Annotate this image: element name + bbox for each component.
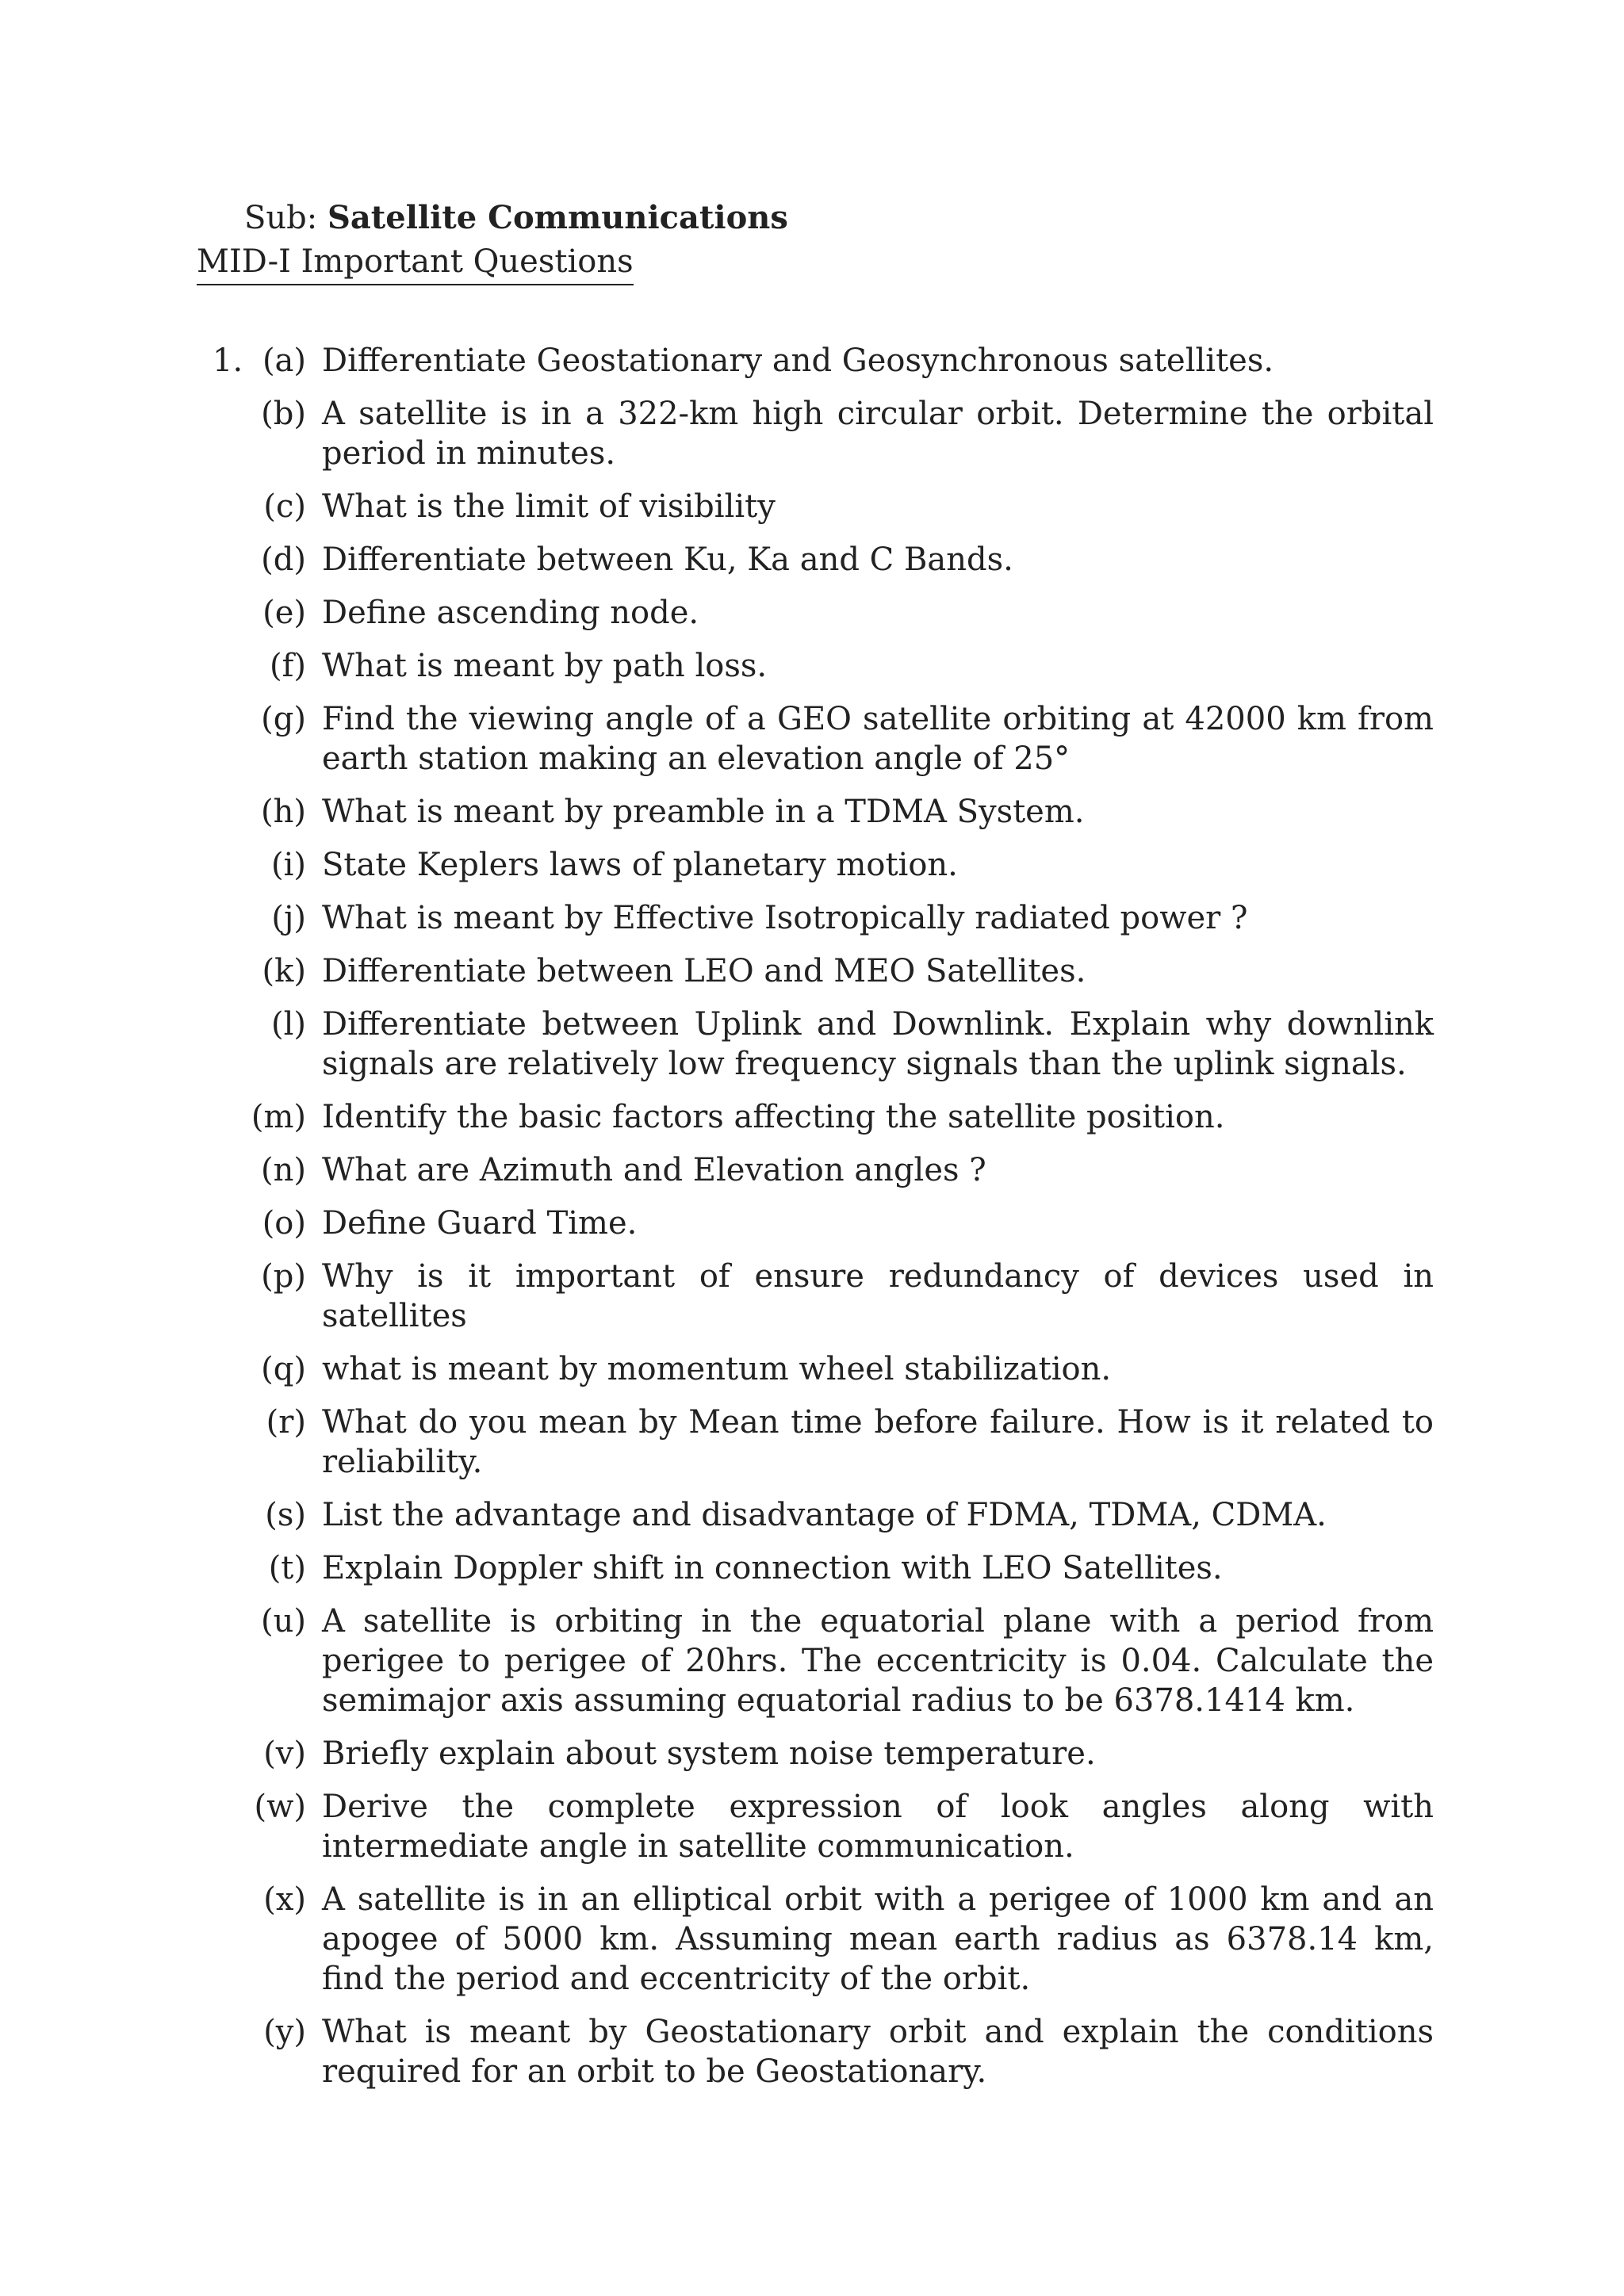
question-item [197, 1495, 1434, 1535]
question-text: What is meant by Effective Isotropically radiated power ? [322, 900, 1248, 936]
subject-title: Satellite Communications [327, 199, 788, 236]
question-text: Differentiate between Uplink and Downlink. Explain why downlink signals are relatively low frequency signals than the uplink signals. [322, 1006, 1434, 1082]
question-label: (a) [262, 342, 306, 379]
question-text: What do you mean by Mean time before failure. How is it related to reliability. [322, 1404, 1434, 1480]
question-label: (h) [261, 794, 306, 830]
question-text: What are Azimuth and Elevation angles ? [322, 1152, 986, 1188]
question-label: (l) [270, 1006, 306, 1043]
question-text: Identify the basic factors affecting the satellite position. [322, 1099, 1225, 1135]
question-item [197, 1349, 1434, 1389]
question-label: (j) [271, 900, 306, 936]
question-text: Derive the complete expression of look angles along with intermediate angle in satellite communication. [322, 1789, 1434, 1865]
question-label: (y) [263, 2014, 306, 2050]
question-label: (e) [262, 595, 306, 631]
question-text: A satellite is in a 322-km high circular orbit. Determine the orbital period in minutes. [322, 396, 1434, 472]
question-item [197, 792, 1434, 832]
question-text: Briefly explain about system noise temperature. [322, 1735, 1096, 1772]
question-label: (c) [263, 488, 306, 525]
question-label: (p) [261, 1258, 306, 1295]
question-item [197, 1257, 1434, 1336]
question-label: (o) [262, 1205, 306, 1242]
document-header [197, 195, 990, 285]
question-item [197, 1734, 1434, 1774]
question-item [197, 1097, 1434, 1137]
question-item [197, 1150, 1434, 1190]
question-item [197, 540, 1434, 580]
question-label: (k) [262, 953, 306, 989]
question-item [197, 1548, 1434, 1588]
question-label: (t) [268, 1550, 306, 1586]
question-label: (w) [254, 1789, 306, 1825]
question-label: (q) [261, 1351, 306, 1387]
question-item [197, 341, 1434, 381]
question-text: Find the viewing angle of a GEO satellite orbiting at 42000 km from earth station making an elevation angle of 25° [322, 701, 1434, 777]
question-label: (v) [263, 1735, 306, 1772]
question-text: Define ascending node. [322, 595, 699, 631]
exam-title: MID-I Important Questions [197, 241, 634, 285]
question-text: State Keplers laws of planetary motion. [322, 847, 958, 883]
question-item [197, 1402, 1434, 1482]
question-text: Why is it important of ensure redundancy of devices used in satellites [322, 1258, 1434, 1334]
question-item [197, 898, 1434, 938]
subject-prefix: Sub: [244, 200, 318, 236]
question-text: A satellite is in an elliptical orbit with a perigee of 1000 km and an apogee of 5000 km. Assuming mean earth radius as 6378.14 km, find the period and eccentricity of the orbit. [322, 1881, 1434, 1997]
question-text: What is meant by preamble in a TDMA System. [322, 794, 1085, 830]
subject-line [197, 195, 990, 241]
question-item [197, 699, 1434, 779]
question-text: Differentiate Geostationary and Geosynchronous satellites. [322, 342, 1274, 379]
question-item [197, 646, 1434, 686]
question-label: (b) [261, 396, 306, 432]
question-text: List the advantage and disadvantage of FDMA, TDMA, CDMA. [322, 1497, 1327, 1533]
question-label: (x) [263, 1881, 306, 1918]
question-text: What is the limit of visibility [322, 488, 776, 525]
question-label: (m) [251, 1099, 306, 1135]
question-item [197, 951, 1434, 991]
question-label: (g) [261, 701, 306, 737]
question-item [197, 1880, 1434, 1999]
question-text: what is meant by momentum wheel stabilization. [322, 1351, 1112, 1387]
question-label: (d) [261, 541, 306, 578]
question-item [197, 1601, 1434, 1720]
question-item [197, 1203, 1434, 1243]
question-item [197, 1004, 1434, 1084]
question-item [197, 394, 1434, 473]
question-label: (f) [269, 648, 306, 684]
question-label: (n) [261, 1152, 306, 1188]
question-item [197, 1787, 1434, 1866]
question-text: Differentiate between Ku, Ka and C Bands. [322, 541, 1013, 578]
question-number: 1. [213, 342, 243, 379]
question-list [197, 341, 1434, 2105]
question-text: A satellite is orbiting in the equatorial plane with a period from perigee to perigee of 20hrs. The eccentricity is 0.04. Calculate the semimajor axis assuming equatorial radius to be 6378.1414 km. [322, 1603, 1434, 1719]
question-item [197, 845, 1434, 885]
question-label: (r) [266, 1404, 306, 1441]
question-label: (s) [265, 1497, 306, 1533]
question-text: Define Guard Time. [322, 1205, 638, 1242]
question-item [197, 2012, 1434, 2091]
question-text: What is meant by Geostationary orbit and explain the conditions required for an orbit to be Geostationary. [322, 2014, 1434, 2090]
question-label: (u) [261, 1603, 306, 1640]
question-item [197, 487, 1434, 526]
question-text: Explain Doppler shift in connection with LEO Satellites. [322, 1550, 1223, 1586]
question-text: Differentiate between LEO and MEO Satellites. [322, 953, 1086, 989]
question-text: What is meant by path loss. [322, 648, 768, 684]
question-item [197, 593, 1434, 633]
question-label: (i) [270, 847, 306, 883]
